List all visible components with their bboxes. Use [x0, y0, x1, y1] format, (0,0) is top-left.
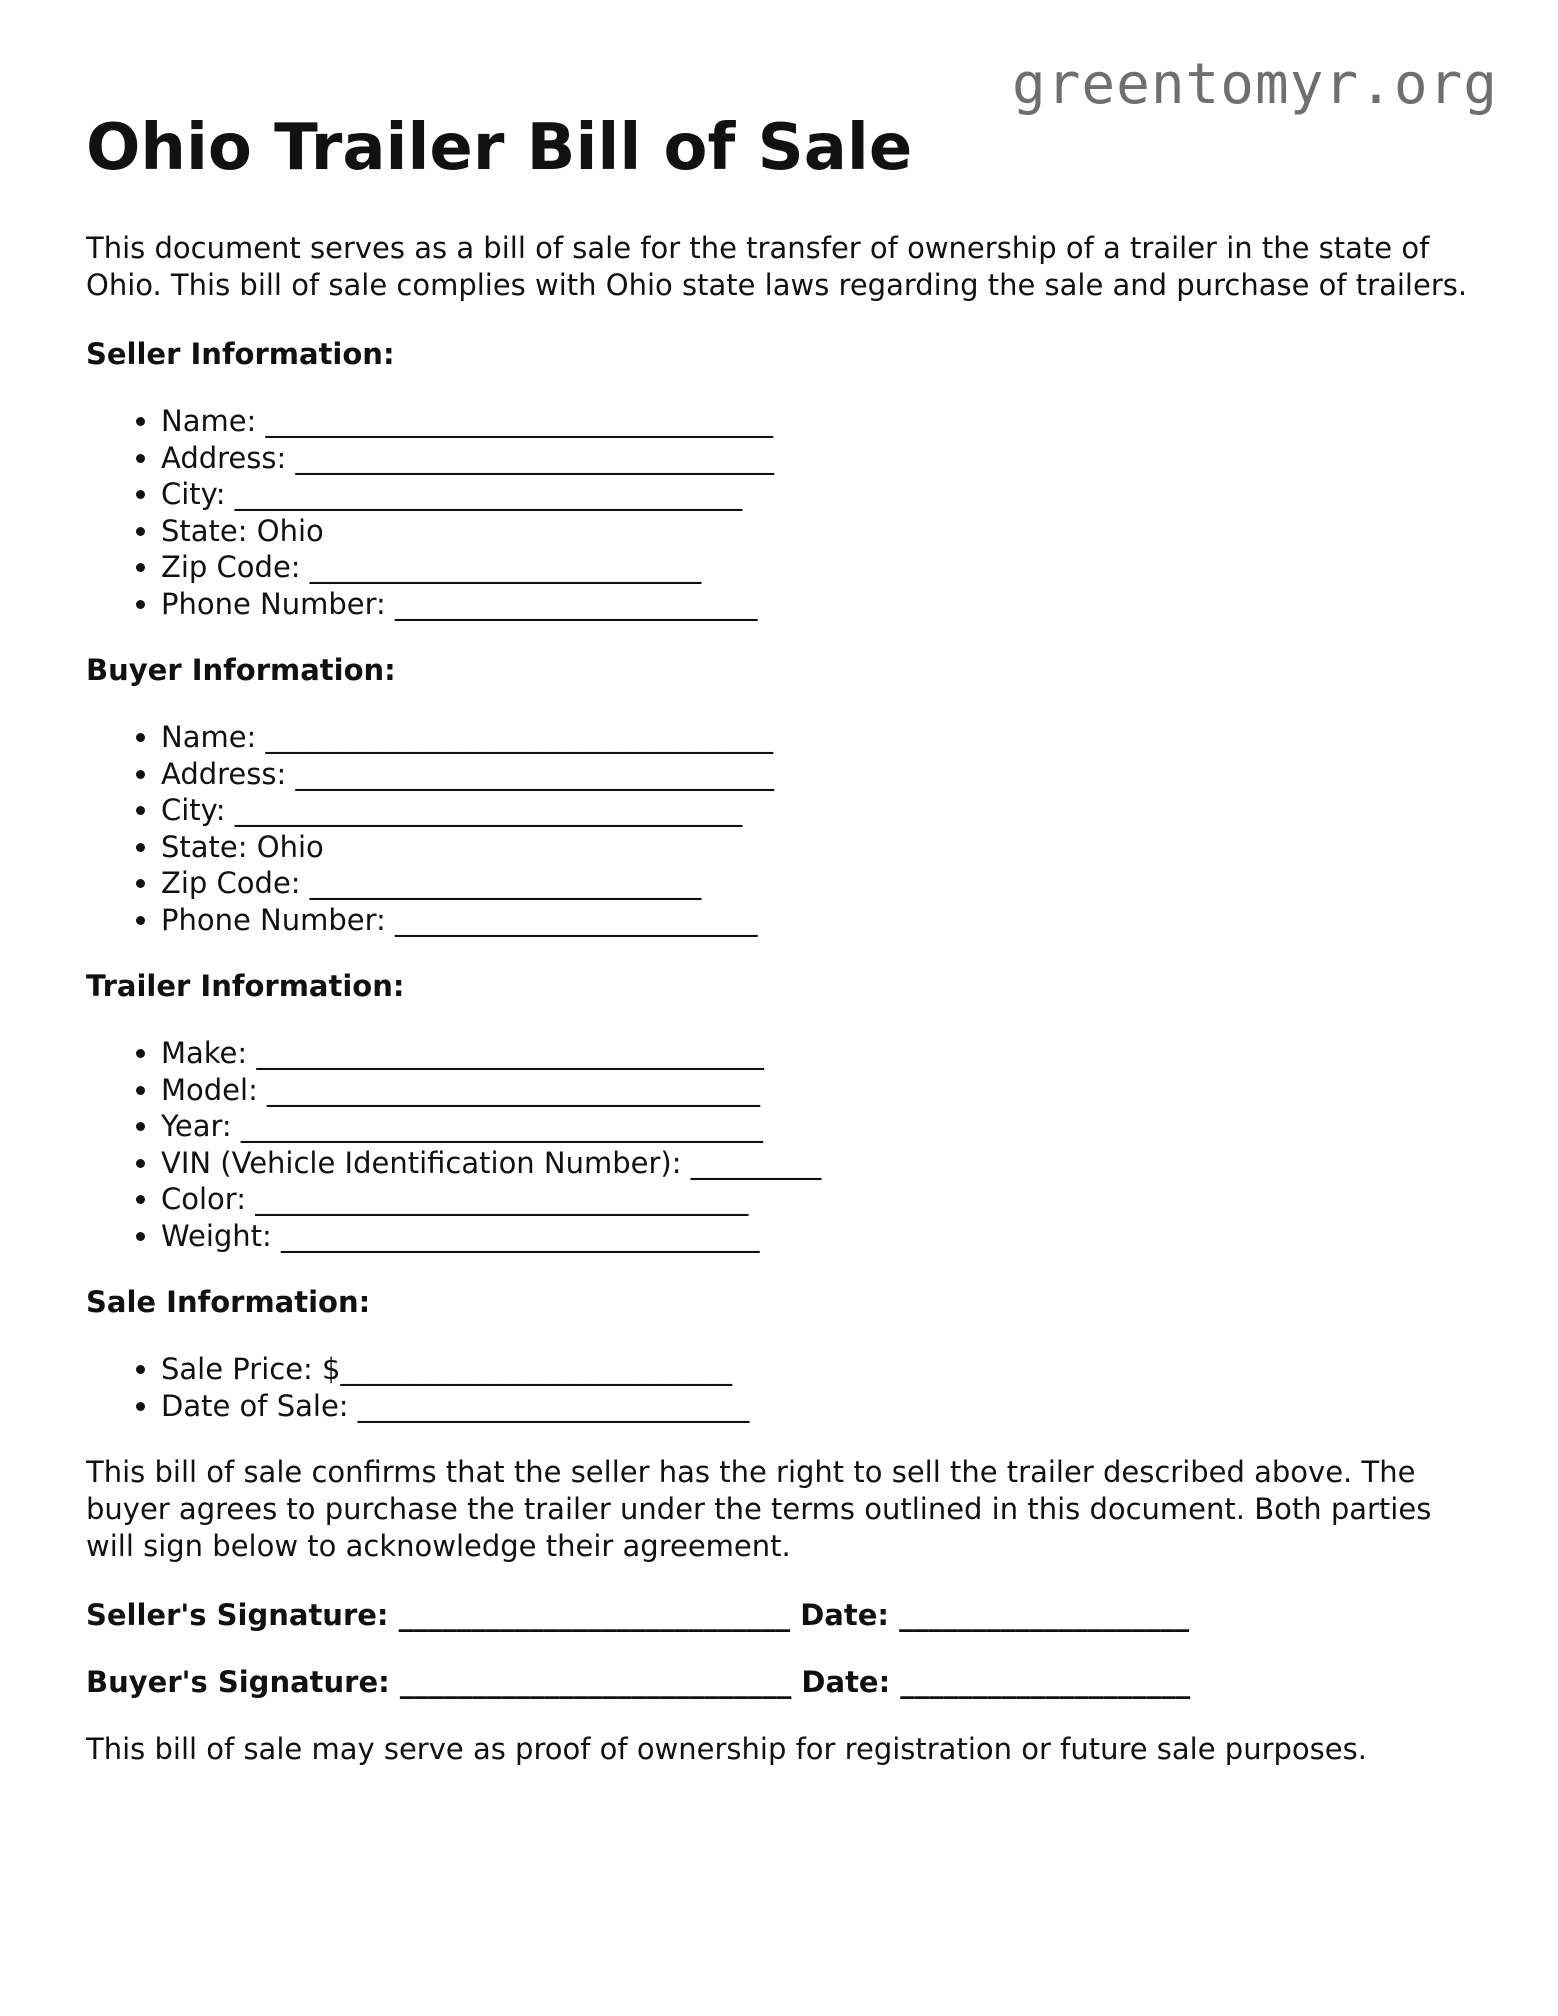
- seller-zip-field: • Zip Code: ___________________________: [161, 549, 1476, 586]
- seller-city-field: • City: ___________________________________: [161, 476, 1476, 513]
- sale-price-field: • Sale Price: $___________________________: [161, 1351, 1476, 1388]
- trailer-color-field: • Color: __________________________________: [161, 1181, 1476, 1218]
- seller-address-field: • Address: _________________________________: [161, 440, 1476, 477]
- page-title: Ohio Trailer Bill of Sale: [86, 111, 913, 185]
- seller-fields: [86, 403, 1476, 622]
- trailer-heading: Trailer Information:: [86, 969, 405, 1003]
- trailer-model-field: • Model: __________________________________: [161, 1072, 1476, 1109]
- seller-state-field: • State: Ohio: [161, 513, 1476, 550]
- trailer-vin-field: • VIN (Vehicle Identification Number): _________: [161, 1145, 1476, 1182]
- sale-heading: Sale Information:: [86, 1285, 371, 1319]
- sale-fields: [86, 1351, 1476, 1424]
- trailer-year-field: • Year: ____________________________________: [161, 1108, 1476, 1145]
- seller-phone-field: • Phone Number: _________________________: [161, 586, 1476, 623]
- watermark: greentomyr.org: [1011, 52, 1498, 117]
- buyer-signature-line: Buyer's Signature: ___________________________ Date: ____________________: [86, 1665, 1191, 1699]
- agreement-paragraph: This bill of sale confirms that the seller has the right to sell the trailer described above. The buyer agrees to purchase the trailer under the terms outlined in this document. Both parties will sign below to acknowledge their agreement.: [86, 1455, 1432, 1563]
- seller-name-field: • Name: ___________________________________: [161, 403, 1476, 440]
- trailer-make-field: • Make: ___________________________________: [161, 1035, 1476, 1072]
- buyer-heading: Buyer Information:: [86, 653, 396, 687]
- buyer-phone-field: • Phone Number: _________________________: [161, 902, 1476, 939]
- trailer-weight-field: • Weight: _________________________________: [161, 1218, 1476, 1255]
- seller-heading: Seller Information:: [86, 337, 395, 371]
- document-page: [86, 108, 1476, 1800]
- buyer-fields: [86, 719, 1476, 938]
- intro-paragraph: This document serves as a bill of sale for the transfer of ownership of a trailer in the state of Ohio. This bill of sale complies with Ohio state laws regarding the sale and purchase of trailers.: [86, 231, 1468, 302]
- seller-signature-line: Seller's Signature: ___________________________ Date: ____________________: [86, 1598, 1190, 1632]
- buyer-city-field: • City: ___________________________________: [161, 792, 1476, 829]
- trailer-fields: [86, 1035, 1476, 1254]
- buyer-state-field: • State: Ohio: [161, 829, 1476, 866]
- buyer-zip-field: • Zip Code: ___________________________: [161, 865, 1476, 902]
- buyer-name-field: • Name: ___________________________________: [161, 719, 1476, 756]
- buyer-address-field: • Address: _________________________________: [161, 756, 1476, 793]
- sale-date-field: • Date of Sale: ___________________________: [161, 1388, 1476, 1425]
- closing-paragraph: This bill of sale may serve as proof of ownership for registration or future sale purposes.: [86, 1732, 1367, 1766]
